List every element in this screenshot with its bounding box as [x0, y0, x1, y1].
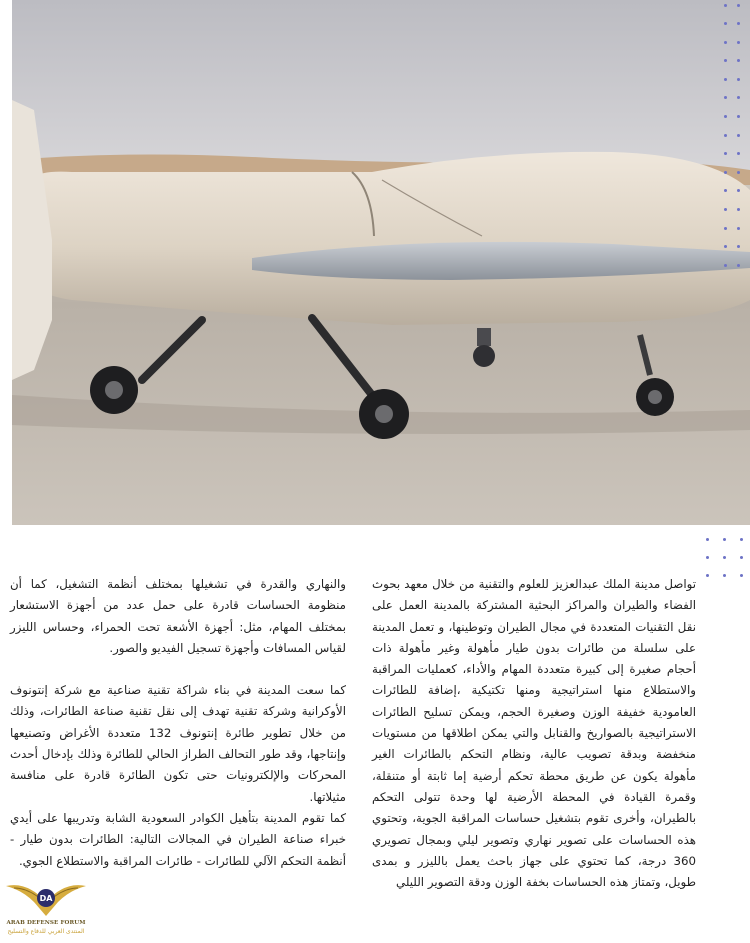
article-column-left — [10, 574, 346, 872]
drone-photo — [12, 0, 750, 525]
logo-name-ar: المنتدى العربي للدفاع والتسليح — [7, 928, 85, 935]
eagle-emblem-icon — [4, 876, 88, 920]
paragraph: والنهاري والقدرة في تشغيلها بمختلف أنظمة التشغيل، كما أن منظومة الحساسات قادرة على حمل عدد من أجهزة الاستشعار بمختلف المهام، مثل: أجهزة الأشعة تحت الحمراء، وحساس الليزر لقياس المسافات وأجهزة تسجيل الفيديو والصور. — [10, 577, 346, 655]
logo-name-en: ARAB DEFENSE FORUM — [6, 920, 86, 926]
article-column-right — [372, 574, 696, 893]
arab-defense-forum-logo — [4, 876, 88, 942]
paragraph: كما تقوم المدينة بتأهيل الكوادر السعودية الشابة وتدريبها على أيدي خبراء صناعة الطيران في المجالات التالية: الطائرات بدون طيار - أنظمة التحكم الآلي للطائرات - طائرات المراقبة والاستطلاع الجوي. — [10, 810, 346, 868]
paragraph: تواصل مدينة الملك عبدالعزيز للعلوم والتقنية من خلال معهد بحوث الفضاء والطيران والمراكز البحثية المشتركة بالمدينة العمل على نقل التقنيات المتعددة في مجال الطيران وتوطينها، و تعمل المدينة على سلسلة من طائرات بدون طيار مأهولة وغير مأهولة ذات أحجام صغيرة إلى كبيرة متعددة المهام والأداء، كعمليات المراقبة والاستطلاع منها استراتيجية ومنها تكتيكية ،إضافة للطائرات العامودية خفيفة الوزن وصغيرة الحجم، ويمكن تسليح الطائرات الاستراتيجية بالصواريخ والقنابل والتي يمكن اطلاقها من مستويات منخفضة وبدقة تصويب عالية، ونظام التحكم بالطائرات الغير مأهولة يكون عن طريق محطة تحكم أرضية إما ثابتة أو متنقلة، وقمرة القيادة في المحطة الأرضية لها وحدة تتولى التحكم بالطيران، وأخرى تقوم بتشغيل حساسات المراقبة الجوية، وتحتوي هذه الحساسات على تصوير نهاري وتصوير ليلي وبمجال تصويري 360 درجة، كما تحتوي على جهاز باحث يعمل بالليزر و بمدى طويل، وتمتاز هذه الحساسات بخفة الوزن ودقة التصوير الليلي — [372, 577, 696, 890]
emblem-text: DA — [39, 894, 53, 903]
paragraph: كما سعت المدينة في بناء شراكة تقنية صناعية مع شركة إنتونوف الأوكرانية وشركة تقنية تهدف إلى نقل تقنية صناعة الطائرات، وذلك من خلال تطوير طائرة إنتونوف 132 متعددة الأغراض وتصنيعها وإنتاجها، وقد طور التحالف الطراز الحالي للطائرة وذلك بإدخال أحدث المحركات والإلكترونيات حتى تكون الطائرة قادرة على منافسة مثيلاتها. — [10, 683, 346, 804]
